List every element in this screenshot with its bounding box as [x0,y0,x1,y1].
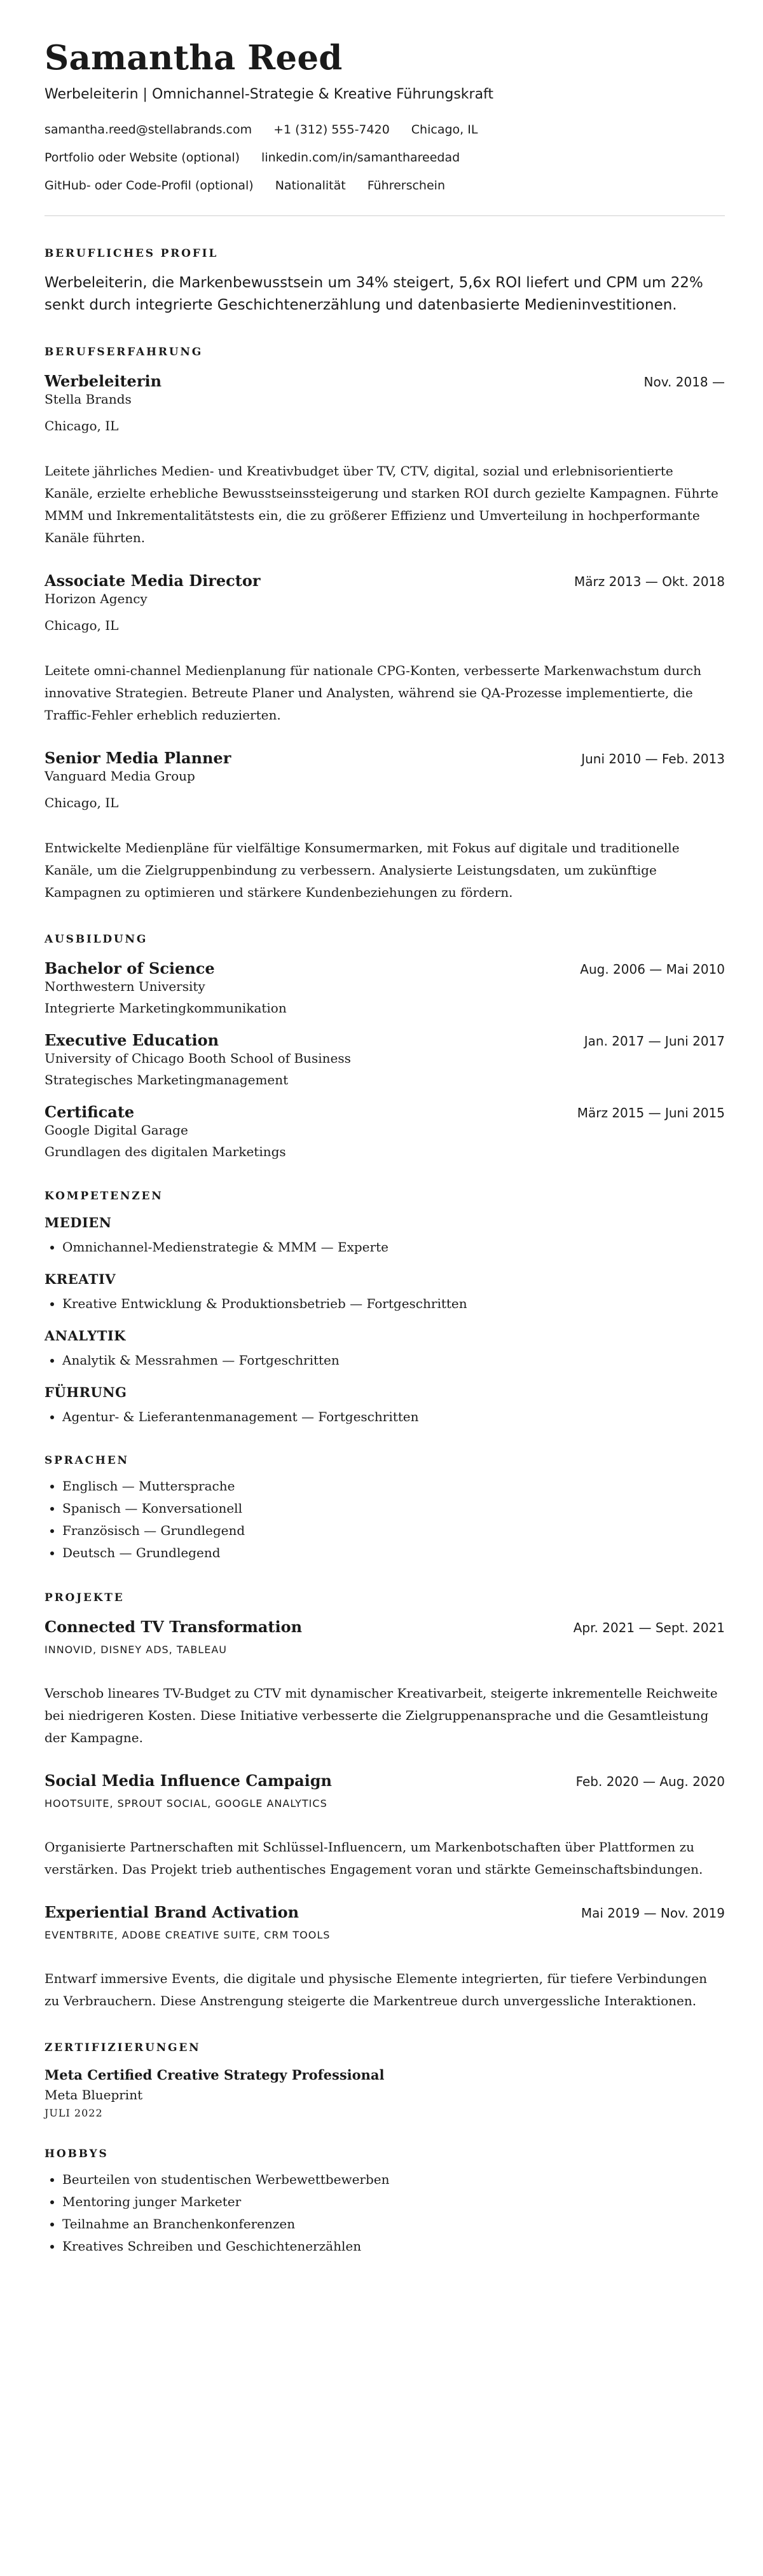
skill-item: • Kreative Entwicklung & Produktionsbetrieb — Fortgeschritten [62,1293,725,1315]
project-title: Social Media Influence Campaign [45,1771,332,1790]
location-text: Chicago, IL [411,123,478,137]
project-description: Organisierte Partnerschaften mit Schlüssel-Influencern, um Markenbotschaften über Plattformen zu verstärken. Das Projekt trieb authentisches Engagement voran und stärkte Gemeinschaftsbindungen. [45,1839,703,1877]
project-entry [45,1903,725,2012]
field-of-study: Strategisches Marketingmanagement [45,1072,289,1087]
certification-entry [45,2066,725,2120]
language-list [45,1475,725,1564]
skill-item: • Omnichannel-Medienstrategie & MMM — Experte [62,1236,725,1258]
hobby-item: • Beurteilen von studentischen Werbewettbewerben [62,2169,725,2191]
job-description: Leitete jährliches Medien- und Kreativbudget über TV, CTV, digital, sozial und erlebnisorientierte Kanäle, erzielte erhebliche Bewusstseinssteigerung und starken ROI durch gezielte Kampagnen. Führte MMM und Inkrementalitätstests ein, die zu größerer Effizienz und Umverteilung in hochperformante Kanäle führten. [45,463,718,545]
project-title: Experiential Brand Activation [45,1903,299,1921]
education-dates: März 2015 — Juni 2015 [577,1105,725,1121]
skill-category [45,1384,725,1428]
school-name: Google Digital Garage [45,1122,188,1138]
skill-item: • Analytik & Messrahmen — Fortgeschritten [62,1349,725,1372]
field-of-study: Integrierte Marketingkommunikation [45,1000,287,1016]
languages-section [45,1454,725,1564]
skill-category-title: MEDIEN [45,1215,112,1230]
github-link[interactable]: GitHub- oder Code-Profil (optional) [45,179,254,193]
entry-header [45,1031,725,1050]
section-heading: AUSBILDUNG [45,933,148,946]
project-title: Connected TV Transformation [45,1618,303,1636]
school-name: Northwestern University [45,979,205,994]
resume-header [45,37,725,193]
section-heading: PROJEKTE [45,1591,125,1604]
skill-category [45,1271,725,1315]
job-title: Werbeleiterin [45,372,162,390]
experience-entry [45,571,725,726]
entry-header [45,1903,725,1922]
education-dates: Aug. 2006 — Mai 2010 [580,962,725,977]
hobby-item: • Teilnahme an Branchenkonferenzen [62,2213,725,2235]
section-heading: ZERTIFIZIERUNGEN [45,2041,201,2054]
skill-category-title: KREATIV [45,1271,116,1287]
company-name: Horizon Agency [45,591,148,606]
project-tools: HOOTSUITE, SPROUT SOCIAL, GOOGLE ANALYTICS [45,1797,327,1809]
education-dates: Jan. 2017 — Juni 2017 [584,1033,725,1049]
degree-title: Bachelor of Science [45,959,215,978]
section-heading: HOBBYS [45,2148,109,2160]
language-item: • Deutsch — Grundlegend [62,1542,725,1564]
job-location: Chicago, IL [45,795,119,810]
links-row [45,150,725,165]
skill-category [45,1328,725,1372]
entry-header [45,959,725,978]
company-name: Vanguard Media Group [45,768,195,784]
candidate-headline: Werbeleiterin | Omnichannel-Strategie & Kreative Führungskraft [45,86,494,102]
candidate-name: Samantha Reed [45,38,343,78]
job-description: Entwickelte Medienpläne für vielfältige Konsumermarken, mit Fokus auf digitale und traditionelle Kanäle, um die Zielgruppenbindung zu verbessern. Analysierte Leistungsdaten, um zukünftige Kampagnen zu optimieren und stärkere Kundenbeziehungen zu fördern. [45,840,680,900]
hobbies-section [45,2147,725,2258]
section-heading: SPRACHEN [45,1454,129,1467]
degree-title: Certificate [45,1103,135,1121]
profile-section [45,247,725,317]
experience-entry [45,749,725,904]
portfolio-link[interactable]: Portfolio oder Website (optional) [45,151,240,165]
language-item: • Englisch — Muttersprache [62,1475,725,1497]
section-heading: KOMPETENZEN [45,1190,163,1203]
project-description: Entwarf immersive Events, die digitale und physische Elemente integrierten, für tiefere Verbindungen zu Verbrauchern. Diese Anstrengung steigerte die Markentreue durch unvergessliche Interaktionen. [45,1971,707,2008]
drivers-license-field: Führerschein [367,179,445,193]
degree-title: Executive Education [45,1031,219,1049]
skill-category-title: ANALYTIK [45,1328,126,1344]
certification-date: JULI 2022 [45,2107,103,2119]
project-description: Verschob lineares TV-Budget zu CTV mit dynamischer Kreativarbeit, steigerte inkrementelle Reichweite bei niedrigeren Kosten. Diese Initiative verbesserte die Zielgruppenansprache und die Gesamtleistung der Kampagne. [45,1686,718,1745]
job-location: Chicago, IL [45,418,119,433]
nationality-field: Nationalität [275,179,346,193]
job-dates: März 2013 — Okt. 2018 [574,574,725,589]
hobby-item: • Mentoring junger Marketer [62,2191,725,2213]
job-title: Associate Media Director [45,571,261,590]
extras-row [45,178,725,193]
resume-page [45,0,725,2258]
section-heading: BERUFLICHES PROFIL [45,247,219,260]
project-entry [45,1618,725,1749]
experience-entry [45,372,725,549]
email-link[interactable]: samantha.reed@stellabrands.com [45,123,252,137]
language-item: • Spanisch — Konversationell [62,1497,725,1520]
hobby-list [45,2169,725,2258]
project-tools: INNOVID, DISNEY ADS, TABLEAU [45,1644,227,1656]
entry-header [45,1771,725,1790]
project-tools: EVENTBRITE, ADOBE CREATIVE SUITE, CRM TOOLS [45,1929,331,1941]
entry-header [45,571,725,590]
education-entry [45,1031,725,1089]
skill-category-title: FÜHRUNG [45,1384,127,1400]
job-title: Senior Media Planner [45,749,231,767]
entry-header [45,1618,725,1637]
job-dates: Juni 2010 — Feb. 2013 [581,751,725,767]
certifications-section [45,2041,725,2120]
project-entry [45,1771,725,1881]
header-divider [45,215,725,216]
certification-title: Meta Certified Creative Strategy Professional [45,2067,385,2083]
language-item: • Französisch — Grundlegend [62,1520,725,1542]
school-name: University of Chicago Booth School of Business [45,1051,351,1066]
linkedin-link[interactable]: linkedin.com/in/samanthareedad [261,151,460,165]
phone-number[interactable]: +1 (312) 555-7420 [273,123,390,137]
skill-list [45,1236,725,1258]
entry-header [45,1103,725,1122]
section-heading: BERUFSERFAHRUNG [45,346,203,358]
skill-list [45,1406,725,1428]
project-dates: Apr. 2021 — Sept. 2021 [573,1620,725,1635]
skill-list [45,1349,725,1372]
education-entry [45,1103,725,1161]
job-dates: Nov. 2018 — [643,374,725,390]
education-entry [45,959,725,1017]
skill-item: • Agentur- & Lieferantenmanagement — Fortgeschritten [62,1406,725,1428]
skills-section [45,1189,725,1428]
field-of-study: Grundlagen des digitalen Marketings [45,1144,286,1159]
skill-list [45,1293,725,1315]
education-section [45,932,725,1161]
projects-section [45,1591,725,2012]
hobby-item: • Kreatives Schreiben und Geschichtenerzählen [62,2235,725,2258]
entry-header [45,749,725,768]
experience-section [45,345,725,904]
profile-summary: Werbeleiterin, die Markenbewusstsein um 34% steigert, 5,6x ROI liefert und CPM um 22% senkt durch integrierte Geschichtenerzählung und datenbasierte Medieninvestitionen. [45,275,703,313]
job-description: Leitete omni-channel Medienplanung für nationale CPG-Konten, verbesserte Markenwachstum durch innovative Strategien. Betreute Planer und Analysten, während sie QA-Prozesse implementierte, die Traffic-Fehler erheblich reduzierten. [45,663,701,723]
entry-header [45,372,725,391]
job-location: Chicago, IL [45,618,119,633]
project-dates: Feb. 2020 — Aug. 2020 [575,1774,725,1789]
contact-row [45,122,725,137]
certification-issuer: Meta Blueprint [45,2087,143,2102]
company-name: Stella Brands [45,392,132,407]
project-dates: Mai 2019 — Nov. 2019 [581,1905,725,1921]
skill-category [45,1215,725,1258]
